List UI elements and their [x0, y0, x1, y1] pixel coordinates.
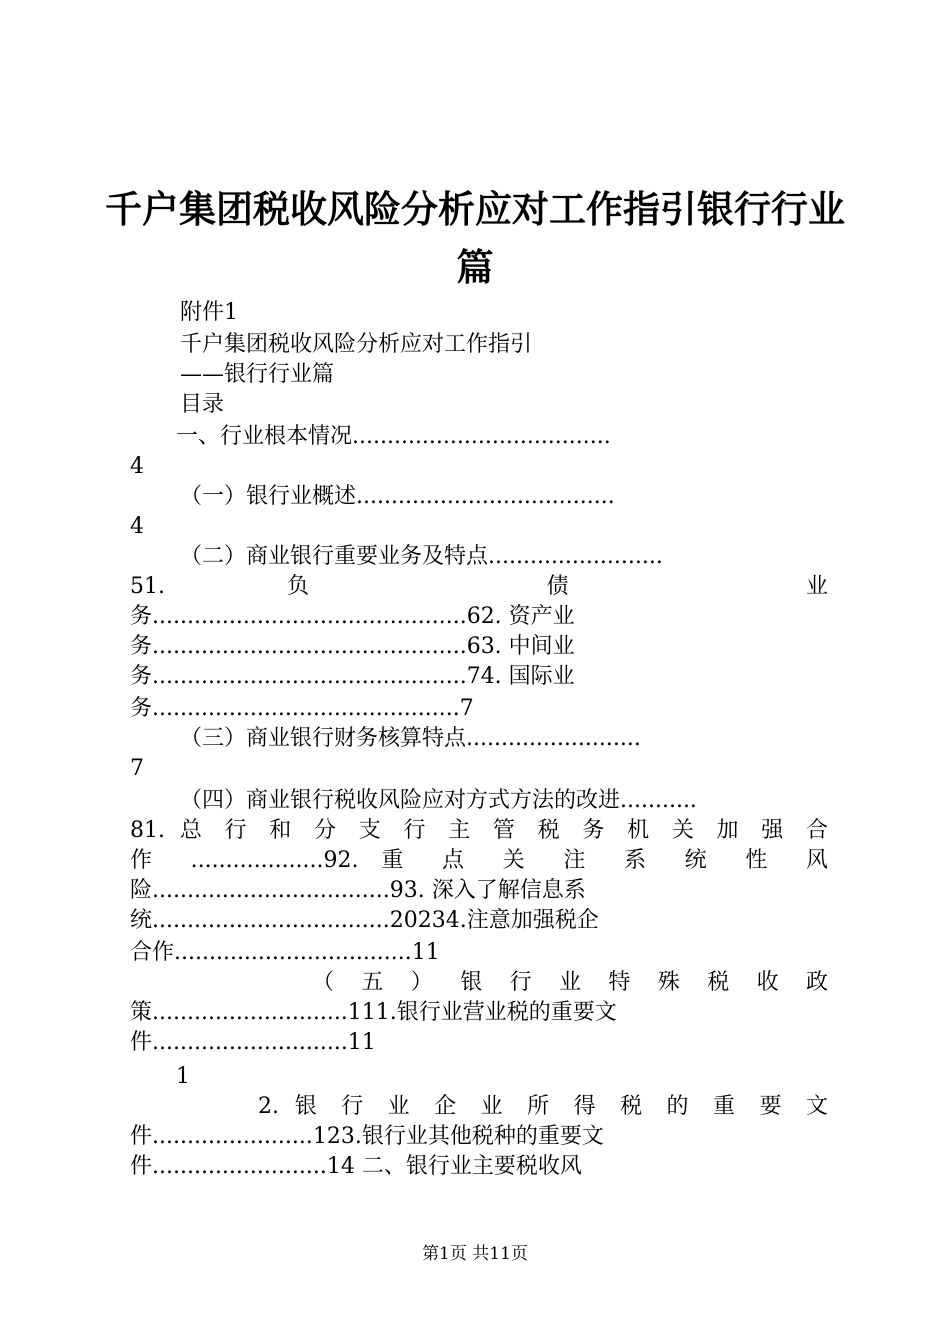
toc-entry: 作 ...................92. 重 点 关 注 系 统 性 风 [130, 848, 828, 873]
toc-heading: 目录 [180, 392, 225, 417]
toc-entry: 2. 银 行 业 企 业 所 得 税 的 重 要 文 [258, 1094, 828, 1119]
toc-entry: 合作..................................11 [130, 940, 440, 965]
toc-page-number: 7 [130, 756, 144, 781]
toc-page-number: 4 [130, 514, 144, 539]
page-footer: 第1页 共11页 [422, 1244, 528, 1264]
subtitle-2: ——银行行业篇 [180, 362, 335, 387]
toc-entry: 务.............................................74. 国际业 [130, 664, 575, 689]
toc-entry: （一）银行业概述..................................... [180, 484, 615, 509]
toc-page-number: 4 [130, 454, 144, 479]
document-title-line-2: 篇 [456, 246, 494, 289]
attachment-label: 附件1 [180, 300, 238, 325]
toc-entry: 51. 负 债 业 [130, 574, 828, 599]
toc-entry: 务.............................................63. 中间业 [130, 634, 575, 659]
toc-entry: 险..................................93. 深入了解信息系 [130, 878, 586, 903]
toc-entry: 策............................111.银行业营业税的重要文 [130, 1000, 617, 1025]
toc-entry: 81. 总 行 和 分 支 行 主 管 税 务 机 关 加 强 合 [130, 818, 828, 843]
document-title-line-1: 千户集团税收风险分析应对工作指引银行行业 [105, 188, 845, 231]
toc-entry: 统..................................20234.注意加强税企 [130, 908, 599, 933]
toc-entry: 件.........................14 二、银行业主要税收风 [130, 1154, 582, 1179]
page-marker: 1 [176, 1064, 190, 1089]
subtitle: 千户集团税收风险分析应对工作指引 [180, 332, 533, 357]
toc-entry: 件.......................123.银行业其他税种的重要文 [130, 1124, 604, 1149]
toc-entry: （四）商业银行税收风险应对方式方法的改进........... [180, 788, 697, 813]
toc-entry: 务............................................7 [130, 696, 474, 721]
toc-entry: （三）商业银行财务核算特点......................... [180, 726, 641, 751]
toc-entry: 一、行业根本情况..................................... [176, 424, 611, 449]
toc-entry: 件............................11 [130, 1030, 376, 1055]
toc-entry: 务.............................................62. 资产业 [130, 604, 575, 629]
toc-entry: （二）商业银行重要业务及特点......................... [180, 544, 663, 569]
toc-entry: （ 五 ） 银 行 业 特 殊 税 收 政 [312, 970, 828, 995]
